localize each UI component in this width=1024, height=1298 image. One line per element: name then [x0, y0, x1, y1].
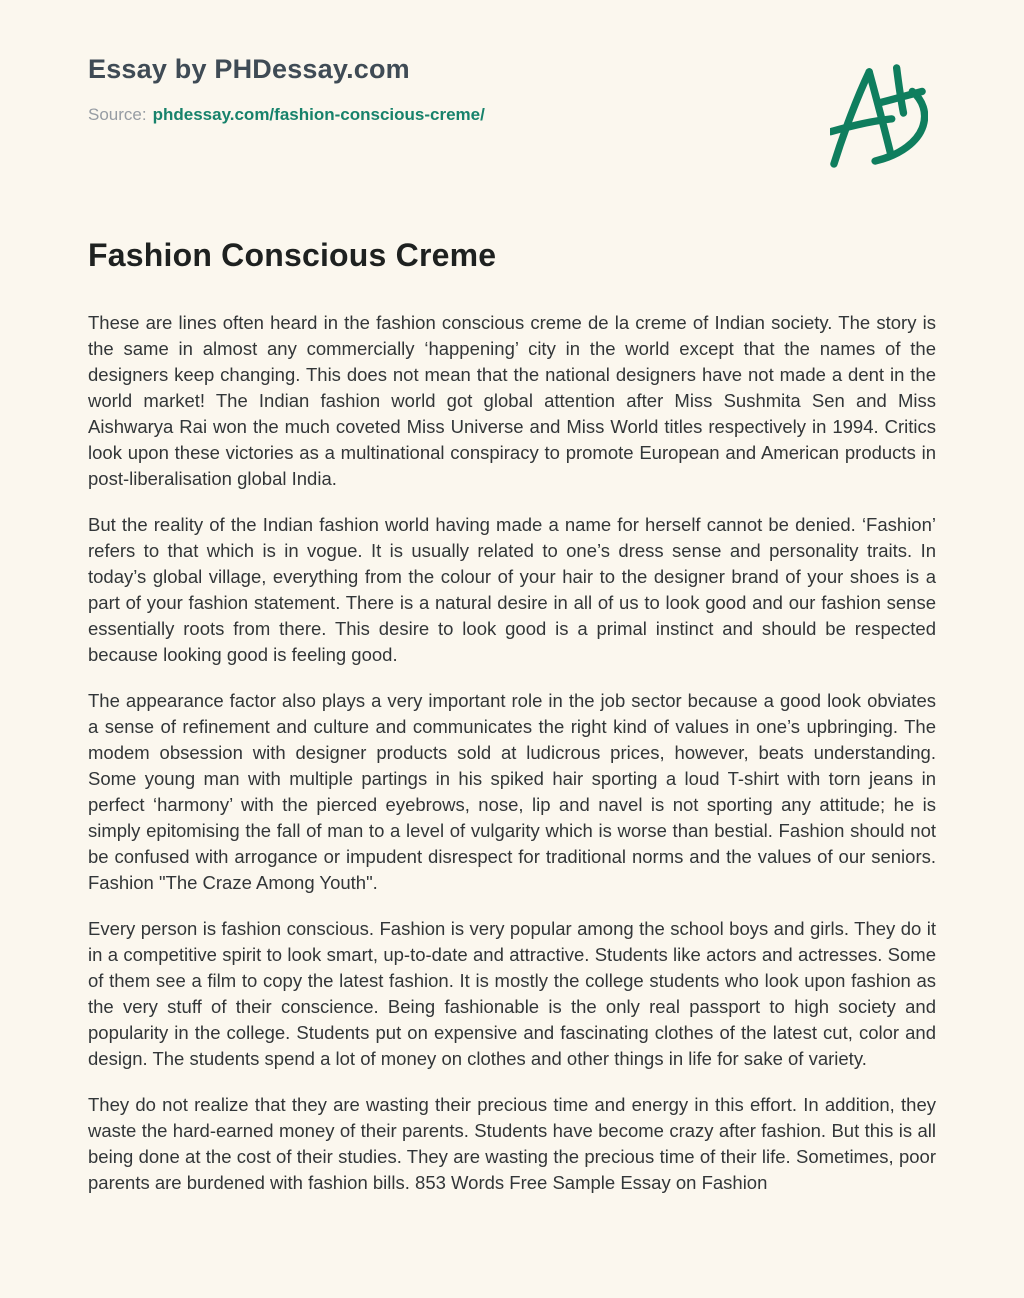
essay-paragraph: These are lines often heard in the fashion conscious creme de la creme of Indian society. The story is the same in almost any commercially ‘happening’ city in the world except that the names of the designers keep changing. This does not mean that the national designers have not made a dent in the world market! The Indian fashion world got global attention after Miss Sushmita Sen and Miss Aishwarya Rai won the much coveted Miss Universe and Miss World titles respectively in 1994. Critics look upon these victories as a multinational conspiracy to promote European and American products in post-liberalisation global India. [88, 312, 936, 489]
page-header-title: Essay by PHDessay.com [88, 54, 410, 84]
essay-paragraph: Every person is fashion conscious. Fashion is very popular among the school boys and girls. They do it in a competitive spirit to look smart, up-to-date and attractive. Students like actors and actresses. Some of them see a film to copy the latest fashion. It is mostly the college students who look upon fashion as the very stuff of their conscience. Being fashionable is the only real passport to high society and popularity in the college. Students put on expensive and fascinating clothes of the latest cut, color and design. The students spend a lot of money on clothes and other things in life for sake of variety. [88, 918, 936, 1069]
source-label: Source: [88, 105, 147, 124]
essay-body [88, 310, 936, 1196]
header-text-block [88, 52, 485, 126]
page-header [88, 52, 936, 170]
source-row [88, 104, 485, 126]
essay-title: Fashion Conscious Creme [88, 237, 497, 273]
essay-paragraph: They do not realize that they are wasting their precious time and energy in this effort. In addition, they waste the hard-earned money of their parents. Students have become crazy after fashion. But this is all being done at the cost of their studies. They are wasting the precious time of their life. Sometimes, poor parents are burdened with fashion bills. 853 Words Free Sample Essay on Fashion [88, 1094, 936, 1193]
essay-paragraph: But the reality of the Indian fashion world having made a name for herself cannot be denied. ‘Fashion’ refers to that which is in vogue. It is usually related to one’s dress sense and personality traits. In today’s global village, everything from the colour of your hair to the designer brand of your shoes is a part of your fashion statement. There is a natural desire in all of us to look good and our fashion sense essentially roots from there. This desire to look good is a primal instinct and should be respected because looking good is feeling good. [88, 514, 936, 665]
essay-paragraph: The appearance factor also plays a very important role in the job sector because a good look obviates a sense of refinement and culture and communicates the right kind of values in one’s upbringing. The modem obsession with designer products sold at ludicrous prices, however, beats understanding. Some young man with multiple partings in his spiked hair sporting a loud T-shirt with torn jeans in perfect ‘harmony’ with the pierced eyebrows, nose, lip and navel is not sporting any attitude; he is simply epitomising the fall of man to a level of vulgarity which is worse than bestial. Fashion should not be confused with arrogance or impudent disrespect for traditional norms and the values of our seniors. Fashion "The Craze Among Youth". [88, 690, 936, 893]
phdessay-a-plus-logo-icon [830, 58, 928, 170]
source-link[interactable]: phdessay.com/fashion-conscious-creme/ [152, 105, 485, 124]
